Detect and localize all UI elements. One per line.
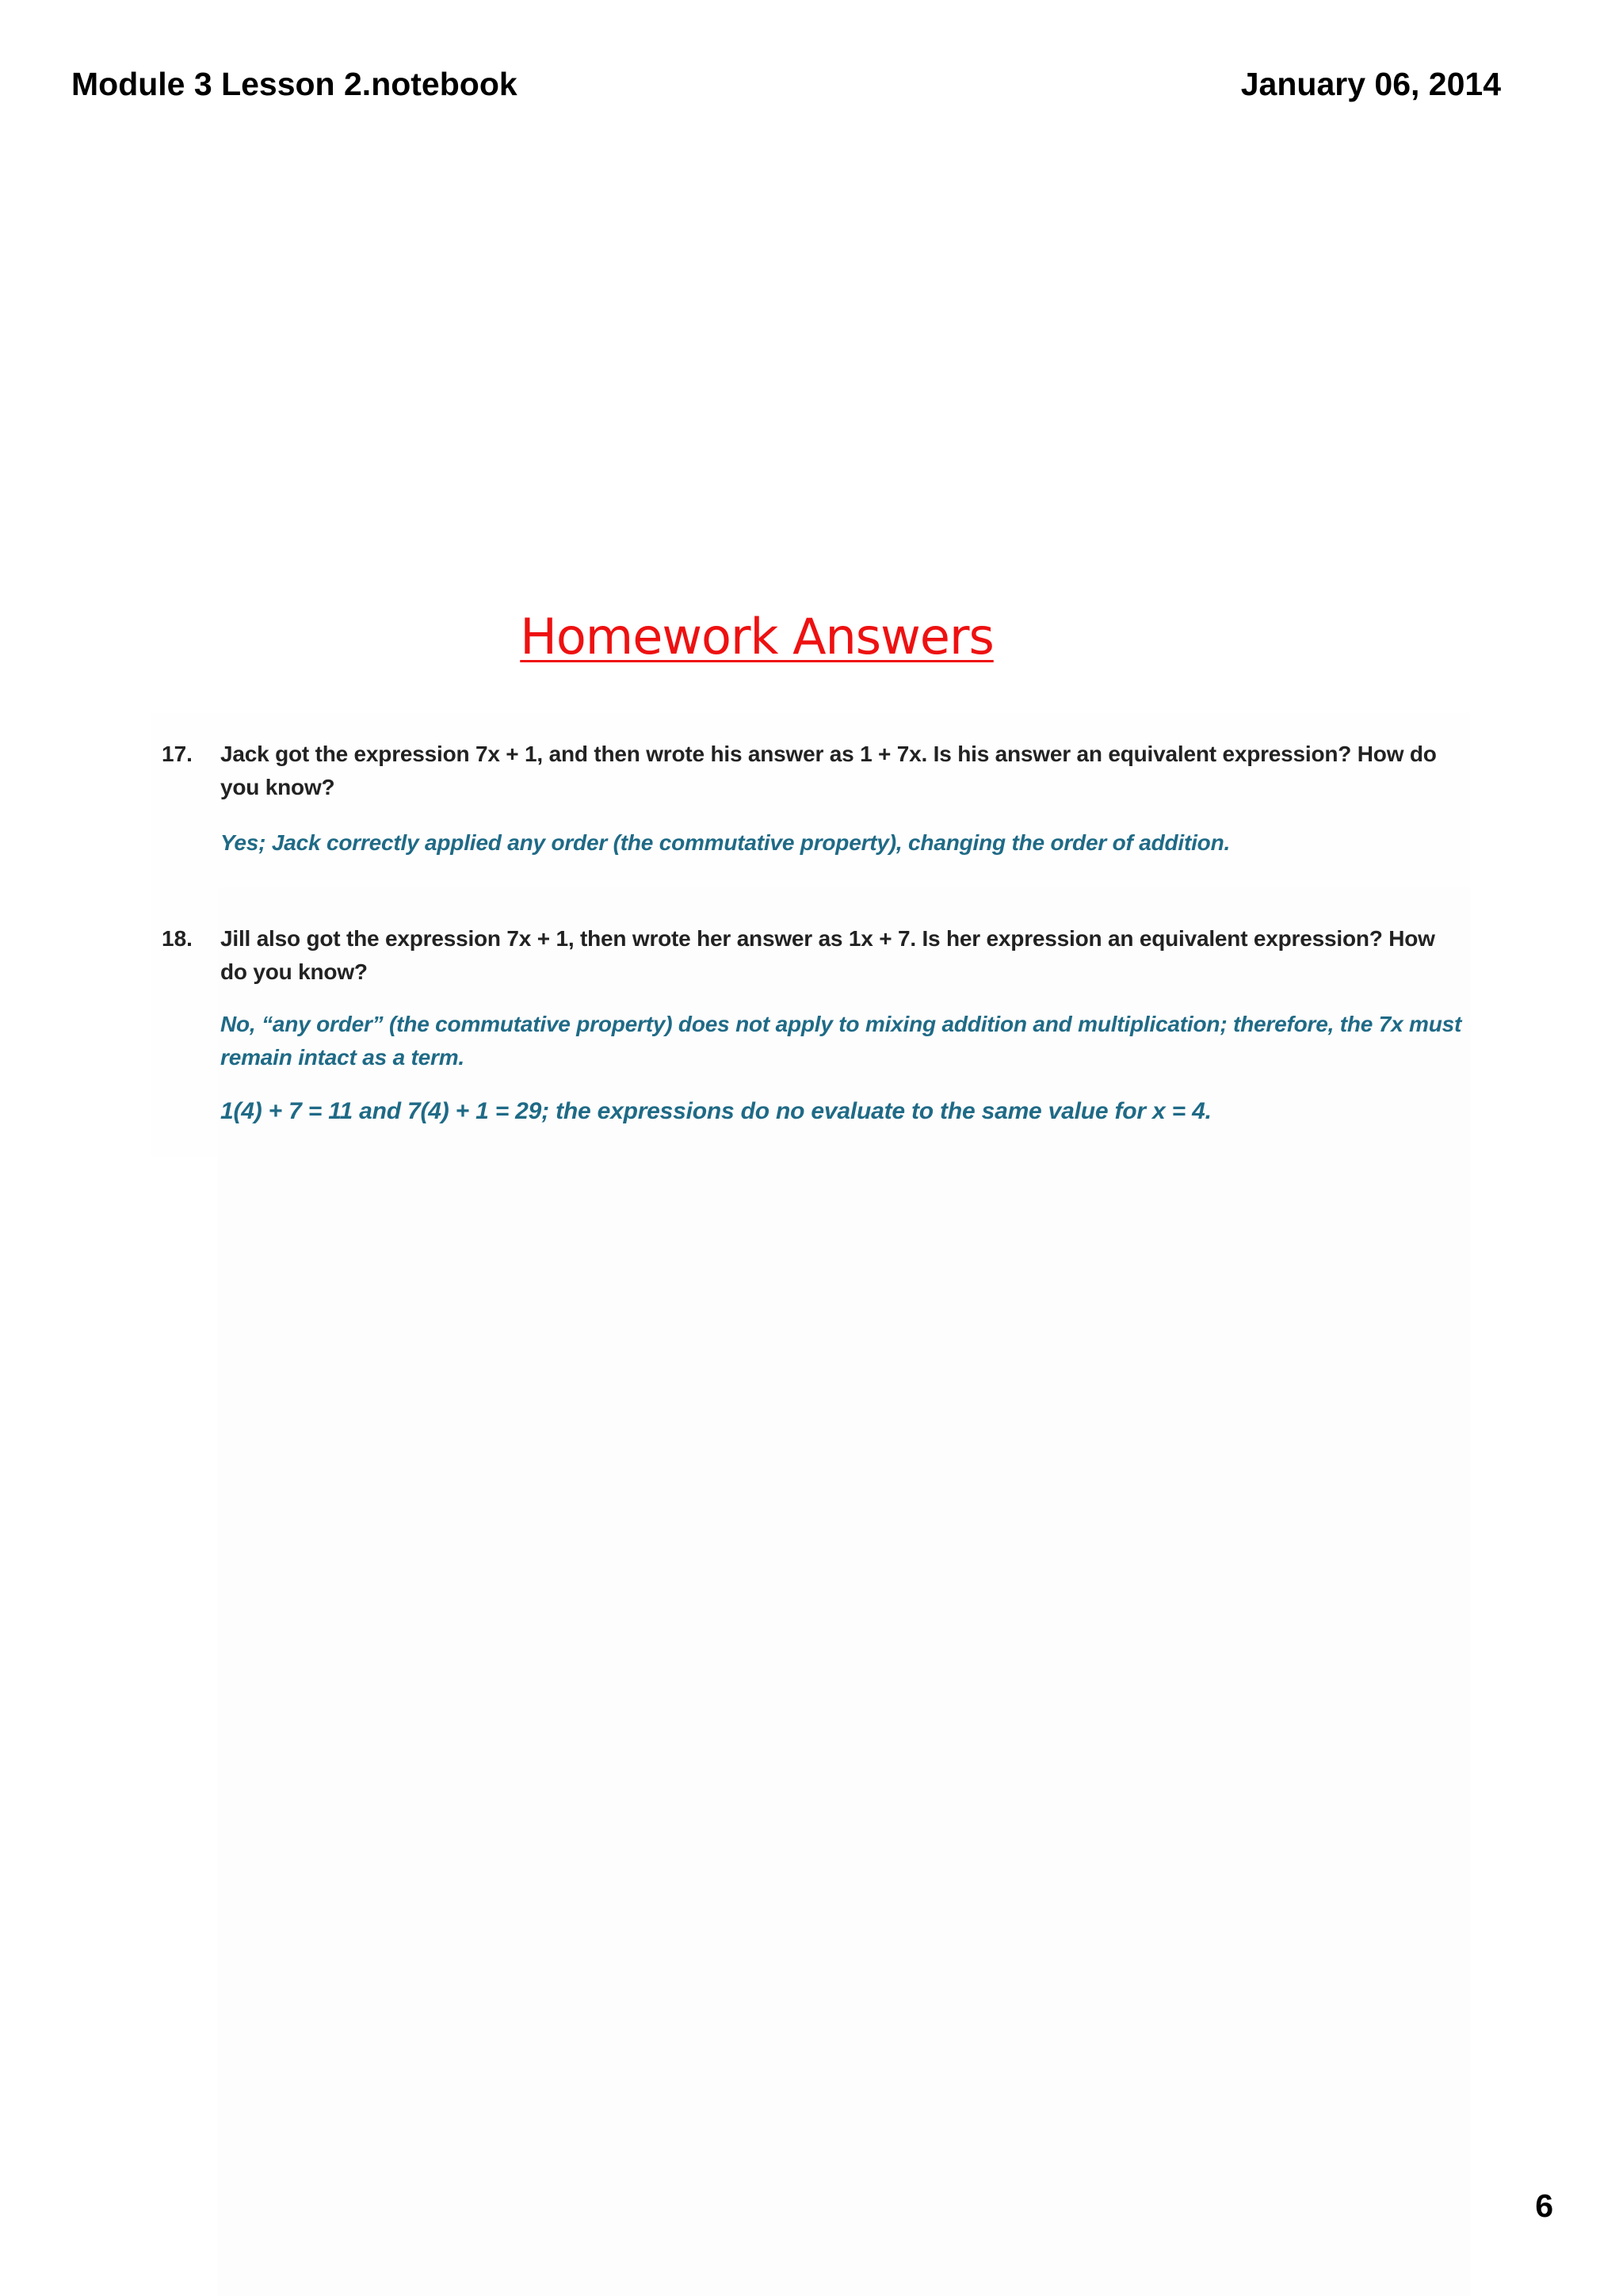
page-number: 6	[1535, 2187, 1553, 2224]
answer-18-evaluation: 1(4) + 7 = 11 and 7(4) + 1 = 29; the expressions do no evaluate to the same value for x = 4.	[220, 1098, 1212, 1124]
page-title: Homework Answers	[520, 608, 994, 666]
question-18	[162, 922, 1461, 989]
question-text: Jill also got the expression 7x + 1, then wrote her answer as 1x + 7. Is her expression an equivalent expression? How do you know?	[220, 926, 1435, 984]
answer-17: Yes; Jack correctly applied any order (the commutative property), changing the order of addition.	[220, 830, 1231, 855]
question-17	[162, 738, 1461, 804]
notebook-title: Module 3 Lesson 2.notebook	[71, 66, 517, 102]
question-text: Jack got the expression 7x + 1, and then wrote his answer as 1 + 7x. Is his answer an equivalent expression? How do you know?	[220, 742, 1437, 799]
notebook-date: January 06, 2014	[1240, 66, 1501, 102]
answer-18: No, “any order” (the commutative property) does not apply to mixing addition and multiplication; therefore, the 7x must remain intact as a term.	[220, 1012, 1462, 1070]
question-number: 18.	[162, 926, 193, 951]
question-number: 17.	[162, 742, 193, 766]
